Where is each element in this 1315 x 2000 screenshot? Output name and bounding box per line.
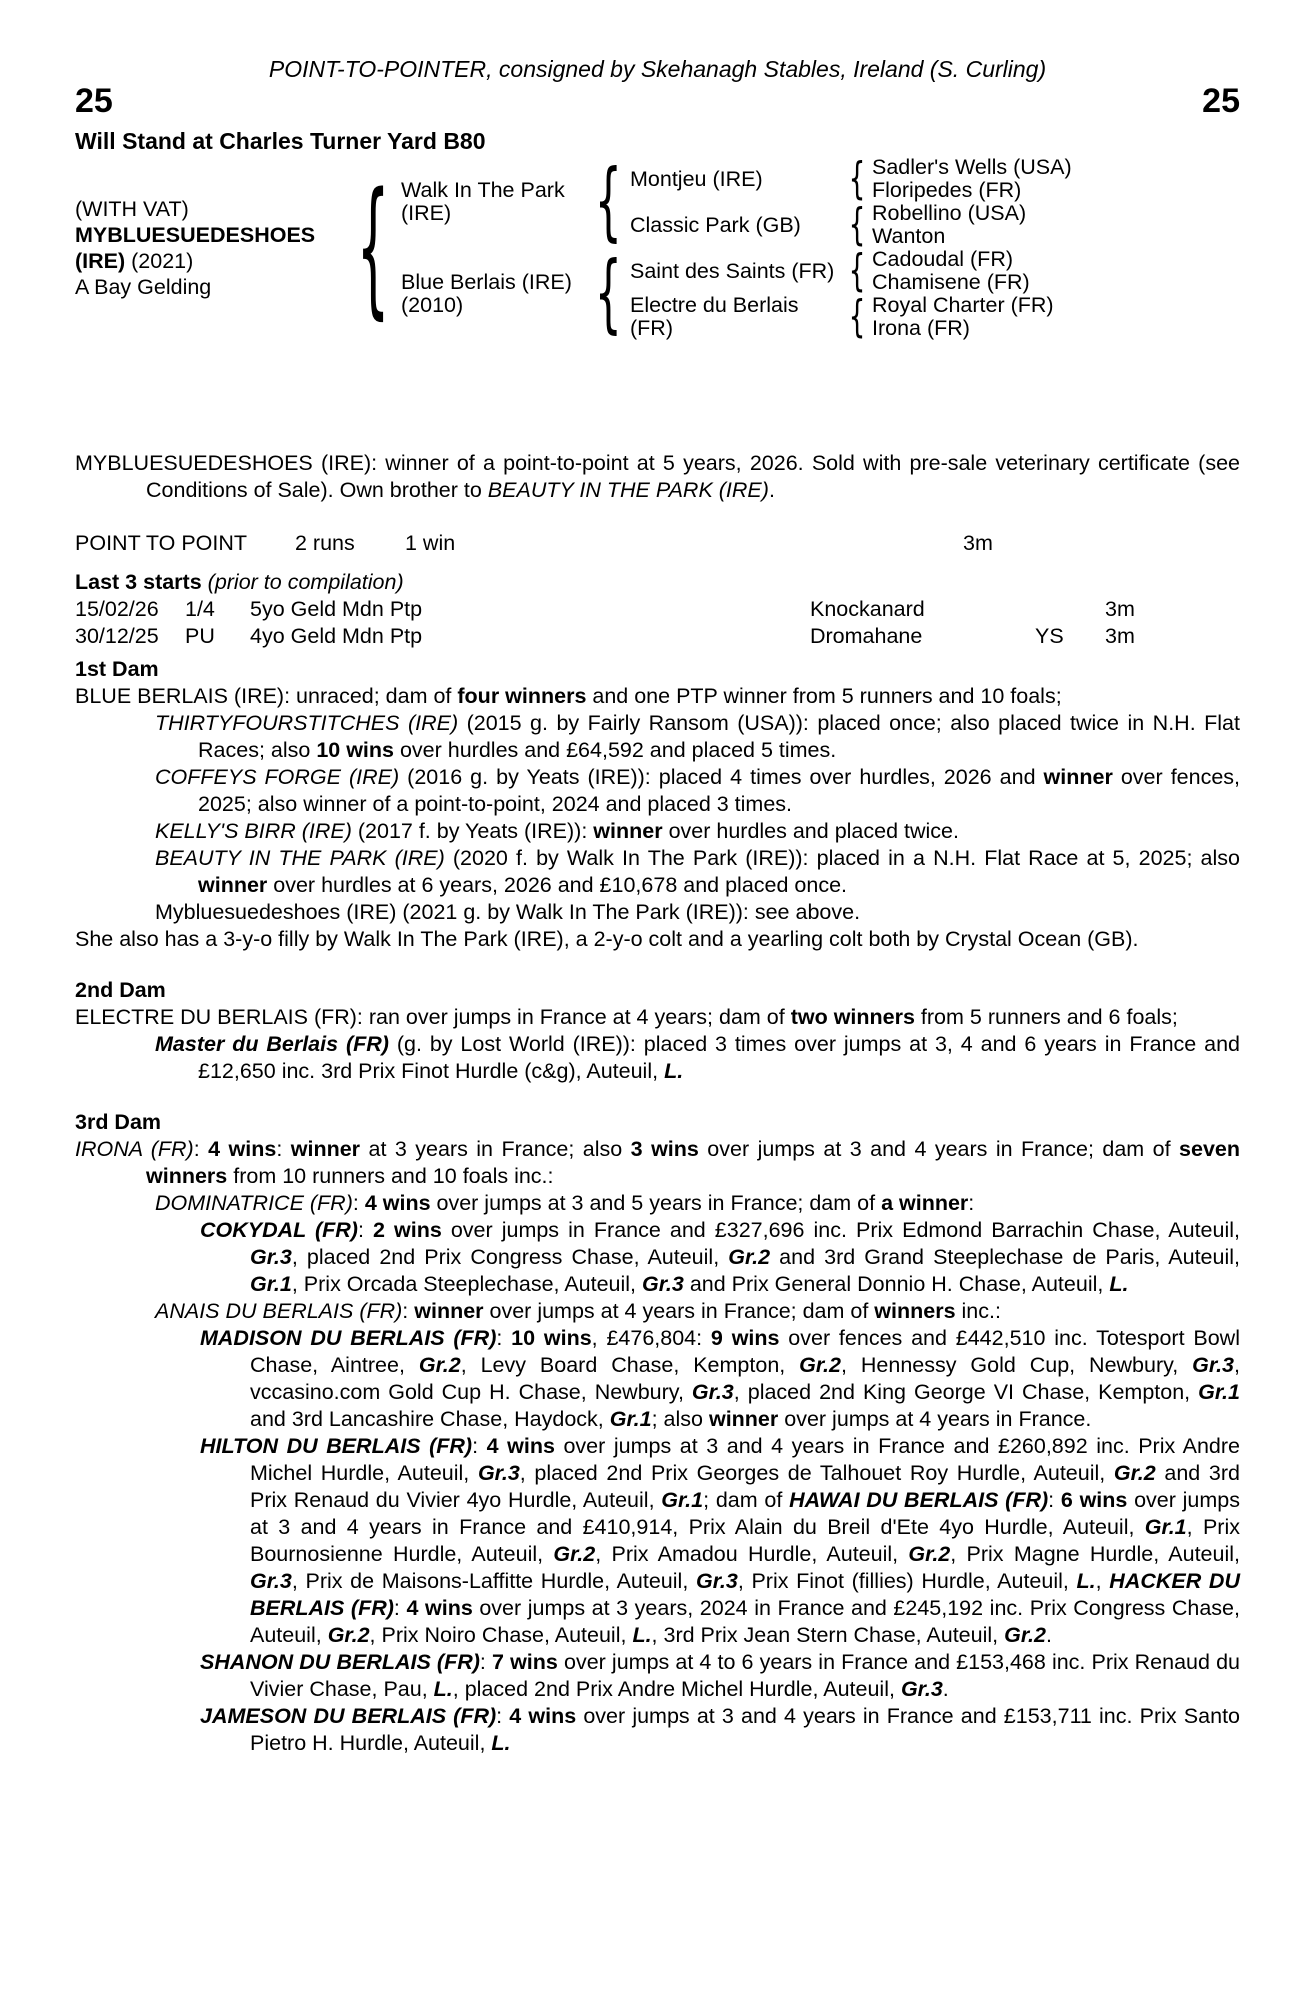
brace-glyph: { — [848, 291, 866, 343]
pedigree-table — [75, 151, 1240, 344]
lot-number-right: 25 — [1202, 82, 1240, 120]
progeny-paragraph: Mybluesuedeshoes (IRE) (2021 g. by Walk In The Park (IRE)): see above. — [155, 900, 861, 924]
great-granddam-cell: Floripedes (FR) — [872, 178, 1022, 202]
last-starts-note: (prior to compilation) — [207, 570, 404, 594]
grandsire-cell: Montjeu (IRE) — [630, 166, 763, 191]
start-date: 30/12/25 — [75, 624, 159, 648]
last-starts-title: Last 3 starts — [75, 570, 202, 594]
pedigree-brace-gen3 — [842, 153, 872, 205]
race-record-row — [75, 530, 1240, 557]
subject-name: MYBLUESUEDESHOES (IRE) (2021) — [75, 223, 316, 273]
consignor-line: POINT-TO-POINTER, consigned by Skehanagh Stables, Ireland (S. Curling) — [268, 56, 1047, 82]
dam-cell: Blue Berlais (IRE) (2010) — [401, 270, 572, 317]
subject-description: A Bay Gelding — [75, 275, 212, 299]
start-race: 5yo Geld Mdn Ptp — [250, 597, 423, 621]
start-row — [75, 623, 1240, 650]
section-heading-1st-dam: 1st Dam — [75, 657, 159, 681]
brace-glyph: { — [356, 161, 390, 334]
great-grandsire-cell: Royal Charter (FR) — [872, 293, 1054, 317]
progeny-paragraph: COKYDAL (FR): 2 wins over jumps in France and £327,696 inc. Prix Edmond Barrachin Chase, Auteuil, Gr.3, placed 2nd Prix Congress Chase, Auteuil, Gr.2 and 3rd Grand Steeplechase de Paris, Auteuil, Gr.1, Prix Orcada Steeplechase, Auteuil, Gr.3 and Prix General Donnio H. Chase, Auteuil, L. — [200, 1218, 1240, 1296]
great-grandsire-cell: Cadoudal (FR) — [872, 247, 1013, 271]
start-position: 1/4 — [185, 597, 215, 621]
pedigree-brace-gen3 — [842, 199, 872, 251]
progeny-paragraph: DOMINATRICE (FR): 4 wins over jumps at 3 and 5 years in France; dam of a winner: — [155, 1191, 975, 1215]
progeny-paragraph: HILTON DU BERLAIS (FR): 4 wins over jumps at 3 and 4 years in France and £260,892 inc. Prix Andre Michel Hurdle, Auteuil, Gr.3, placed 2nd Prix Georges de Talhouet Roy Hurdle, Auteuil, Gr.2 and 3rd Prix Renaud du Vivier 4yo Hurdle, Auteuil, Gr.1; dam of HAWAI DU BERLAIS (FR): 6 wins over jumps at 3 and 4 years in France and £410,914, Prix Alain du Breil d'Ete 4yo Hurdle, Auteuil, Gr.1, Prix Bournosienne Hurdle, Auteuil, Gr.2, Prix Amadou Hurdle, Auteuil, Gr.2, Prix Magne Hurdle, Auteuil, Gr.3, Prix de Maisons-Laffitte Hurdle, Auteuil, Gr.3, Prix Finot (fillies) Hurdle, Auteuil, L., HACKER DU BERLAIS (FR): 4 wins over jumps at 3 years, 2024 in France and £245,192 inc. Prix Congress Chase, Auteuil, Gr.2, Prix Noiro Chase, Auteuil, L., 3rd Prix Jean Stern Chase, Auteuil, Gr.2. — [200, 1434, 1241, 1647]
progeny-paragraph: MADISON DU BERLAIS (FR): 10 wins, £476,804: 9 wins over fences and £442,510 inc. Totesport Bowl Chase, Aintree, Gr.2, Levy Board Chase, Kempton, Gr.2, Hennessy Gold Cup, Newbury, Gr.3, vccasino.com Gold Cup H. Chase, Newbury, Gr.3, placed 2nd King George VI Chase, Kempton, Gr.1 and 3rd Lancashire Chase, Haydock, Gr.1; also winner over jumps at 4 years in France. — [200, 1326, 1240, 1431]
progeny-paragraph: JAMESON DU BERLAIS (FR): 4 wins over jumps at 3 and 4 years in France and £153,711 inc. Prix Santo Pietro H. Hurdle, Auteuil, L. — [200, 1704, 1240, 1755]
brace-glyph: { — [594, 243, 622, 344]
progeny-paragraph: THIRTYFOURSTITCHES (IRE) (2015 g. by Fairly Ransom (USA)): placed once; also placed twice in N.H. Flat Races; also 10 wins over hurdles and £64,592 and placed 5 times. — [155, 711, 1240, 762]
record-wins: 1 win — [405, 531, 456, 555]
pedigree-subject-block — [75, 156, 345, 340]
start-going: YS — [1035, 624, 1064, 648]
granddam-cell: Classic Park (GB) — [630, 212, 801, 237]
progeny-paragraph: KELLY'S BIRR (IRE) (2017 f. by Yeats (IRE)): winner over hurdles and placed twice. — [155, 819, 959, 843]
stand-location-line: Will Stand at Charles Turner Yard B80 — [75, 128, 486, 154]
pedigree-brace-sire — [586, 151, 630, 252]
great-granddam-cell: Wanton — [872, 224, 946, 248]
sire-cell: Walk In The Park (IRE) — [401, 178, 565, 225]
dam-paragraph: BLUE BERLAIS (IRE): unraced; dam of four winners and one PTP winner from 5 runners and 10 foals; — [75, 684, 1062, 708]
dam-note-paragraph: She also has a 3-y-o filly by Walk In The Park (IRE), a 2-y-o colt and a yearling colt both by Crystal Ocean (GB). — [75, 927, 1139, 951]
start-position: PU — [185, 624, 215, 648]
progeny-paragraph: Master du Berlais (FR) (g. by Lost World (IRE)): placed 3 times over jumps at 3, 4 and 6 years in France and £12,650 inc. 3rd Prix Finot Hurdle (c&g), Auteuil, L. — [155, 1032, 1241, 1083]
section-heading-3rd-dam: 3rd Dam — [75, 1110, 162, 1134]
brace-glyph: { — [848, 245, 866, 297]
start-date: 15/02/26 — [75, 597, 159, 621]
progeny-paragraph: ANAIS DU BERLAIS (FR): winner over jumps at 4 years in France; dam of winners inc.: — [155, 1299, 1001, 1323]
progeny-paragraph: BEAUTY IN THE PARK (IRE) (2020 f. by Walk In The Park (IRE)): placed in a N.H. Flat Race at 5, 2025; also winner over hurdles at 6 years, 2026 and £10,678 and placed once. — [155, 846, 1240, 897]
dam-paragraph: IRONA (FR): 4 wins: winner at 3 years in France; also 3 wins over jumps at 3 and 4 years in France; dam of seven winners from 10 runners and 10 foals inc.: — [75, 1137, 1240, 1188]
vat-note: (WITH VAT) — [75, 197, 189, 221]
great-granddam-cell: Irona (FR) — [872, 316, 970, 340]
progeny-paragraph: SHANON DU BERLAIS (FR): 7 wins over jumps at 4 to 6 years in France and £153,468 inc. Prix Renaud du Vivier Chase, Pau, L., placed 2nd Prix Andre Michel Hurdle, Auteuil, Gr.3. — [200, 1650, 1240, 1701]
start-distance: 3m — [1105, 624, 1135, 648]
pedigree-brace-dam — [586, 243, 630, 344]
lot-number-row — [75, 82, 1240, 120]
pedigree-brace-main — [345, 156, 401, 340]
lot-description-paragraph: MYBLUESUEDESHOES (IRE): winner of a point-to-point at 5 years, 2026. Sold with pre-sale veterinary certificate (see Conditions of Sale). Own brother to BEAUTY IN THE PARK (IRE). — [75, 451, 1240, 502]
record-runs: 2 runs — [295, 531, 355, 555]
brace-glyph: { — [848, 153, 866, 205]
pedigree-brace-gen3 — [842, 291, 872, 343]
great-grandsire-cell: Robellino (USA) — [872, 201, 1027, 225]
brace-glyph: { — [848, 199, 866, 251]
start-race: 4yo Geld Mdn Ptp — [250, 624, 423, 648]
section-heading-2nd-dam: 2nd Dam — [75, 978, 166, 1002]
progeny-paragraph: COFFEYS FORGE (IRE) (2016 g. by Yeats (IRE)): placed 4 times over hurdles, 2026 and winner over fences, 2025; also winner of a point-to-point, 2024 and placed 3 times. — [155, 765, 1241, 816]
start-course: Dromahane — [810, 624, 923, 648]
grandsire-cell: Saint des Saints (FR) — [630, 258, 835, 283]
brace-glyph: { — [594, 151, 622, 252]
granddam-cell: Electre du Berlais (FR) — [630, 293, 799, 340]
start-course: Knockanard — [810, 597, 925, 621]
pedigree-brace-gen3 — [842, 245, 872, 297]
start-distance: 3m — [1105, 597, 1135, 621]
last-starts-heading — [75, 569, 1240, 596]
start-row — [75, 596, 1240, 623]
dam-paragraph: ELECTRE DU BERLAIS (FR): ran over jumps in France at 4 years; dam of two winners from 5 runners and 6 foals; — [75, 1005, 1178, 1029]
record-category: POINT TO POINT — [75, 531, 248, 555]
lot-number-left: 25 — [75, 82, 113, 120]
record-distance: 3m — [963, 531, 993, 555]
great-grandsire-cell: Sadler's Wells (USA) — [872, 155, 1072, 179]
great-granddam-cell: Chamisene (FR) — [872, 270, 1030, 294]
